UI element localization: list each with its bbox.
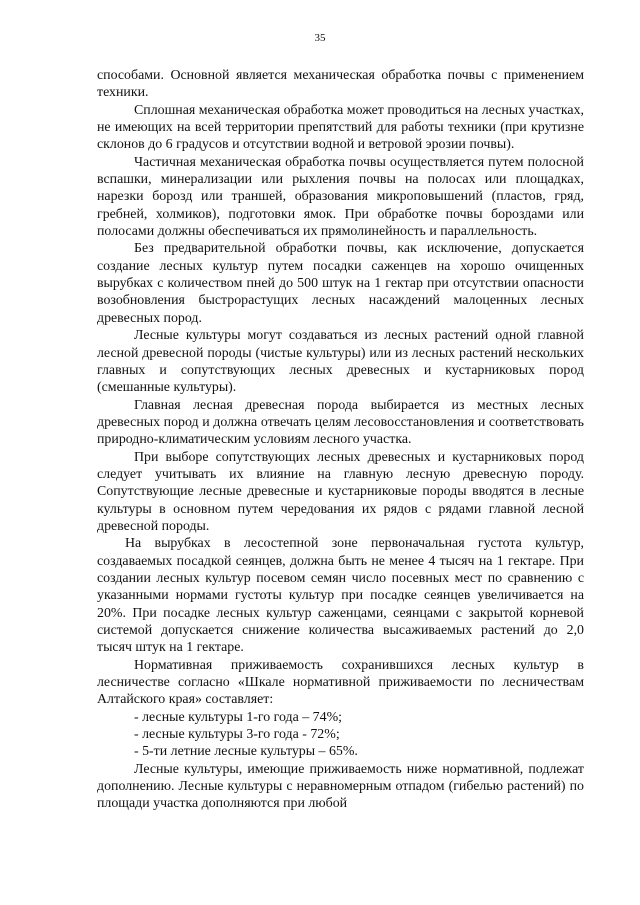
paragraph: Лесные культуры, имеющие приживаемость ниже нормативной, подлежат дополнению. Лесные культуры с неравномерным отпадом (гибелью растений) по площади участка дополняются при любой (97, 761, 584, 812)
paragraph: Главная лесная древесная порода выбирается из местных лесных древесных пород и должна отвечать целям лесовосстановления и соответствовать природно-климатическим условиям лесного участка. (97, 397, 584, 448)
page-number: 35 (314, 32, 326, 44)
paragraph: способами. Основной является механическая обработка почвы с применением техники. (97, 68, 584, 101)
paragraph: При выборе сопутствующих лесных древесных и кустарниковых пород следует учитывать их влияние на главную лесную древесную породу. Сопутствующие лесные древесные и кустарниковые породы вводятся в лесные культуры в основном путем чередования их рядов с рядами главной лесной древесной породы. (97, 449, 584, 534)
list-item: - лесные культуры 3-го года - 72%; (134, 727, 340, 743)
paragraph: Сплошная механическая обработка может проводиться на лесных участках, не имеющих на всей территории препятствий для работы техники (при крутизне склонов до 6 градусов и отсутствии водной и ветровой эрозии почвы). (97, 102, 584, 153)
paragraph: Лесные культуры могут создаваться из лесных растений одной главной лесной древесной породы (чистые культуры) или из лесных растений нескольких главных и сопутствующих лесных древесных и кустарниковых пород (смешанные культуры). (97, 328, 584, 396)
paragraph: Частичная механическая обработка почвы осуществляется путем полосной вспашки, минерализации или рыхления почвы на полосах или площадках, нарезки борозд или траншей, образования микроповышений (пластов, гряд, гребней, холмиков), подготовки ямок. При обработке почвы бороздами или полосами должны обеспечиваться их прямолинейность и параллельность. (97, 154, 584, 240)
paragraph: Без предварительной обработки почвы, как исключение, допускается создание лесных культур путем посадки саженцев на хорошо очищенных вырубках с количеством пней до 500 штук на 1 гектар при отсутствии опасности возобновления быстрорастущих лесных насаждений малоценных лесных древесных пород. (97, 241, 584, 326)
list-item: - лесные культуры 1-го года – 74%; (134, 709, 342, 725)
list-item: - 5-ти летние лесные культуры – 65%. (134, 744, 358, 760)
paragraph: Нормативная приживаемость сохранившихся лесных культур в лесничестве согласно «Шкале нормативной приживаемости по лесничествам Алтайского края» составляет: (97, 657, 584, 708)
paragraph: На вырубках в лесостепной зоне первоначальная густота культур, создаваемых посадкой сеянцев, должна быть не менее 4 тысяч на 1 гектаре. При создании лесных культур посевом семян число посевных мест по сравнению с указанными нормами густоты культур при посадке сеянцев увеличивается на 20%. При посадке лесных культур саженцами, сеянцами с закрытой корневой системой допускается снижение количества высаживаемых растений до 2,0 тысяч штук на 1 гектаре. (97, 536, 584, 656)
body-text (97, 67, 584, 813)
